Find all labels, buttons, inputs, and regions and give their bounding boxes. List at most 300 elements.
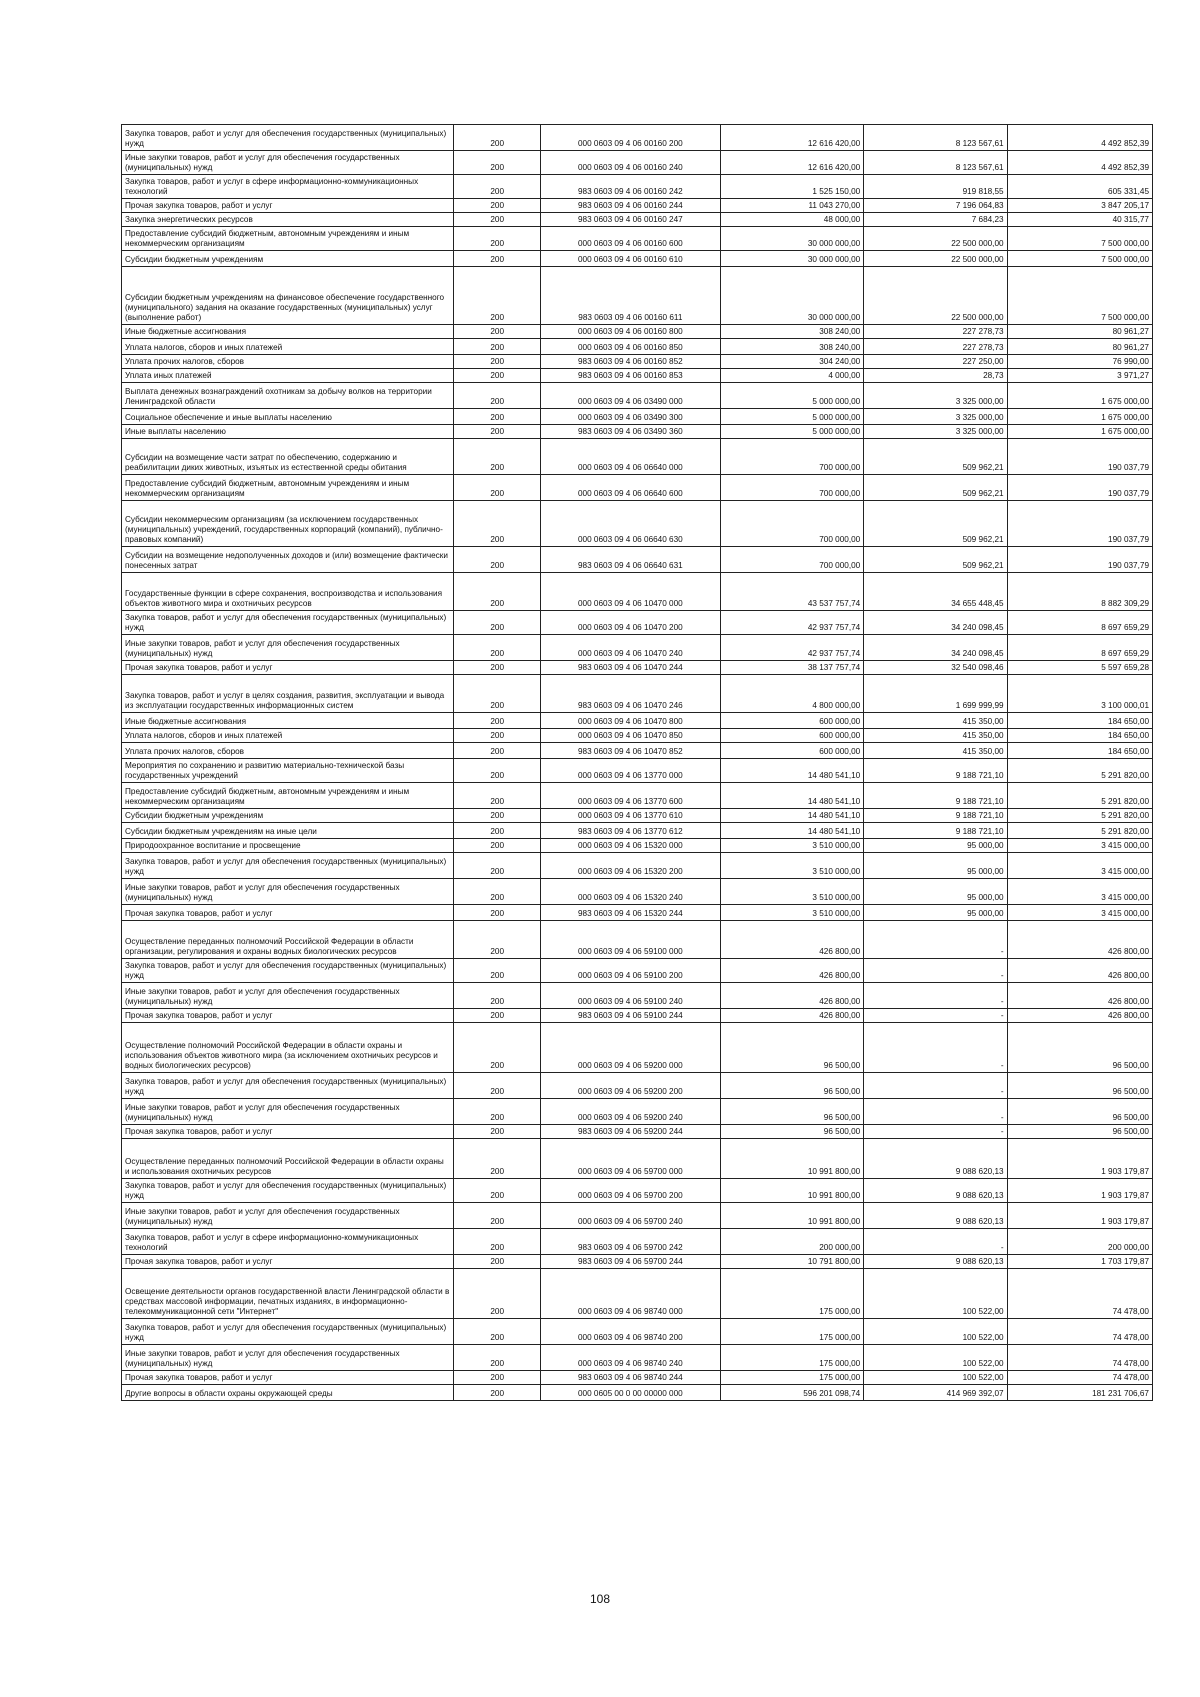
row-approved: 596 201 098,74 bbox=[720, 1385, 863, 1401]
row-unexecuted: 96 500,00 bbox=[1007, 1099, 1152, 1125]
row-classification: 000 0603 09 4 06 10470 240 bbox=[540, 635, 720, 661]
table-row bbox=[122, 1385, 1153, 1401]
row-unexecuted: 426 800,00 bbox=[1007, 959, 1152, 983]
row-executed: 509 962,21 bbox=[864, 501, 1007, 547]
row-approved: 48 000,00 bbox=[720, 213, 863, 227]
row-executed: - bbox=[864, 1229, 1007, 1255]
row-approved: 600 000,00 bbox=[720, 713, 863, 729]
table-row bbox=[122, 501, 1153, 547]
row-code: 200 bbox=[454, 1023, 540, 1073]
row-executed: 22 500 000,00 bbox=[864, 267, 1007, 325]
row-code: 200 bbox=[454, 713, 540, 729]
row-name: Субсидии бюджетным учреждениям bbox=[122, 251, 454, 267]
table-row bbox=[122, 905, 1153, 921]
row-code: 200 bbox=[454, 759, 540, 783]
row-executed: 509 962,21 bbox=[864, 475, 1007, 501]
row-classification: 000 0603 09 4 06 13770 000 bbox=[540, 759, 720, 783]
row-name: Закупка товаров, работ и услуг для обеспечения государственных (муниципальных) нужд bbox=[122, 853, 454, 879]
row-classification: 000 0603 09 4 06 06640 600 bbox=[540, 475, 720, 501]
row-code: 200 bbox=[454, 1345, 540, 1371]
row-approved: 3 510 000,00 bbox=[720, 853, 863, 879]
row-code: 200 bbox=[454, 809, 540, 823]
row-unexecuted: 3 415 000,00 bbox=[1007, 839, 1152, 853]
row-executed: 415 350,00 bbox=[864, 729, 1007, 743]
table-row bbox=[122, 439, 1153, 475]
row-name: Уплата прочих налогов, сборов bbox=[122, 743, 454, 759]
row-classification: 983 0603 09 4 06 13770 612 bbox=[540, 823, 720, 839]
row-code: 200 bbox=[454, 369, 540, 383]
row-unexecuted: 96 500,00 bbox=[1007, 1125, 1152, 1139]
row-unexecuted: 1 675 000,00 bbox=[1007, 383, 1152, 409]
table-row bbox=[122, 879, 1153, 905]
row-classification: 983 0603 09 4 06 00160 247 bbox=[540, 213, 720, 227]
row-name: Уплата налогов, сборов и иных платежей bbox=[122, 339, 454, 355]
row-approved: 175 000,00 bbox=[720, 1345, 863, 1371]
row-executed: 95 000,00 bbox=[864, 879, 1007, 905]
row-unexecuted: 74 478,00 bbox=[1007, 1319, 1152, 1345]
row-unexecuted: 190 037,79 bbox=[1007, 547, 1152, 573]
row-name: Закупка товаров, работ и услуг в сфере информационно-коммуникационных технологий bbox=[122, 175, 454, 199]
row-executed: 509 962,21 bbox=[864, 547, 1007, 573]
row-classification: 983 0603 09 4 06 00160 242 bbox=[540, 175, 720, 199]
row-code: 200 bbox=[454, 661, 540, 675]
row-executed: 9 188 721,10 bbox=[864, 809, 1007, 823]
table-row bbox=[122, 151, 1153, 175]
row-approved: 42 937 757,74 bbox=[720, 635, 863, 661]
row-code: 200 bbox=[454, 251, 540, 267]
row-code: 200 bbox=[454, 1229, 540, 1255]
row-executed: - bbox=[864, 1073, 1007, 1099]
row-approved: 700 000,00 bbox=[720, 547, 863, 573]
row-executed: - bbox=[864, 1009, 1007, 1023]
row-approved: 12 616 420,00 bbox=[720, 125, 863, 151]
row-unexecuted: 8 697 659,29 bbox=[1007, 635, 1152, 661]
row-executed: 22 500 000,00 bbox=[864, 251, 1007, 267]
row-classification: 000 0603 09 4 06 00160 850 bbox=[540, 339, 720, 355]
row-name: Другие вопросы в области охраны окружающей среды bbox=[122, 1385, 454, 1401]
row-code: 200 bbox=[454, 839, 540, 853]
row-classification: 000 0603 09 4 06 00160 800 bbox=[540, 325, 720, 339]
row-name: Осуществление переданных полномочий Российской Федерации в области охраны и использования охотничьих ресурсов bbox=[122, 1139, 454, 1179]
row-name: Закупка энергетических ресурсов bbox=[122, 213, 454, 227]
row-unexecuted: 40 315,77 bbox=[1007, 213, 1152, 227]
row-executed: 227 250,00 bbox=[864, 355, 1007, 369]
table-row bbox=[122, 759, 1153, 783]
table-row bbox=[122, 1345, 1153, 1371]
row-approved: 3 510 000,00 bbox=[720, 839, 863, 853]
row-executed: - bbox=[864, 1099, 1007, 1125]
table-row bbox=[122, 175, 1153, 199]
row-classification: 983 0603 09 4 06 15320 244 bbox=[540, 905, 720, 921]
row-approved: 5 000 000,00 bbox=[720, 383, 863, 409]
row-executed: 7 684,23 bbox=[864, 213, 1007, 227]
row-classification: 983 0603 09 4 06 98740 244 bbox=[540, 1371, 720, 1385]
row-code: 200 bbox=[454, 905, 540, 921]
table-row bbox=[122, 325, 1153, 339]
row-classification: 000 0603 09 4 06 10470 850 bbox=[540, 729, 720, 743]
row-approved: 43 537 757,74 bbox=[720, 573, 863, 611]
row-approved: 700 000,00 bbox=[720, 439, 863, 475]
row-unexecuted: 190 037,79 bbox=[1007, 475, 1152, 501]
row-name: Выплата денежных вознаграждений охотникам за добычу волков на территории Ленинградской области bbox=[122, 383, 454, 409]
row-classification: 983 0603 09 4 06 06640 631 bbox=[540, 547, 720, 573]
row-approved: 3 510 000,00 bbox=[720, 905, 863, 921]
row-executed: 100 522,00 bbox=[864, 1371, 1007, 1385]
row-approved: 30 000 000,00 bbox=[720, 227, 863, 251]
row-unexecuted: 1 903 179,87 bbox=[1007, 1203, 1152, 1229]
row-approved: 175 000,00 bbox=[720, 1371, 863, 1385]
table-row bbox=[122, 743, 1153, 759]
row-approved: 10 991 800,00 bbox=[720, 1203, 863, 1229]
row-approved: 4 000,00 bbox=[720, 369, 863, 383]
row-approved: 14 480 541,10 bbox=[720, 759, 863, 783]
row-name: Закупка товаров, работ и услуг для обеспечения государственных (муниципальных) нужд bbox=[122, 959, 454, 983]
row-unexecuted: 1 903 179,87 bbox=[1007, 1179, 1152, 1203]
row-code: 200 bbox=[454, 1385, 540, 1401]
row-executed: 9 188 721,10 bbox=[864, 823, 1007, 839]
table-row bbox=[122, 1125, 1153, 1139]
row-name: Прочая закупка товаров, работ и услуг bbox=[122, 1125, 454, 1139]
row-classification: 000 0603 09 4 06 15320 240 bbox=[540, 879, 720, 905]
row-unexecuted: 426 800,00 bbox=[1007, 983, 1152, 1009]
table-row bbox=[122, 213, 1153, 227]
row-approved: 14 480 541,10 bbox=[720, 783, 863, 809]
row-code: 200 bbox=[454, 151, 540, 175]
row-unexecuted: 7 500 000,00 bbox=[1007, 267, 1152, 325]
row-unexecuted: 96 500,00 bbox=[1007, 1023, 1152, 1073]
row-name: Уплата налогов, сборов и иных платежей bbox=[122, 729, 454, 743]
row-code: 200 bbox=[454, 611, 540, 635]
row-name: Субсидии бюджетным учреждениям на финансовое обеспечение государственного (муниципального) задания на оказание государственных (муниципальных) услуг (выполнение работ) bbox=[122, 267, 454, 325]
row-code: 200 bbox=[454, 501, 540, 547]
row-approved: 10 991 800,00 bbox=[720, 1179, 863, 1203]
row-executed: 28,73 bbox=[864, 369, 1007, 383]
table-row bbox=[122, 809, 1153, 823]
row-approved: 96 500,00 bbox=[720, 1099, 863, 1125]
row-executed: - bbox=[864, 921, 1007, 959]
row-code: 200 bbox=[454, 959, 540, 983]
row-name: Уплата иных платежей bbox=[122, 369, 454, 383]
page-number: 108 bbox=[589, 1592, 611, 1606]
table-row bbox=[122, 713, 1153, 729]
row-classification: 000 0603 09 4 06 10470 800 bbox=[540, 713, 720, 729]
row-name: Иные закупки товаров, работ и услуг для обеспечения государственных (муниципальных) нужд bbox=[122, 1345, 454, 1371]
table-row bbox=[122, 1009, 1153, 1023]
row-unexecuted: 5 291 820,00 bbox=[1007, 783, 1152, 809]
table-row bbox=[122, 369, 1153, 383]
row-executed: 414 969 392,07 bbox=[864, 1385, 1007, 1401]
row-approved: 600 000,00 bbox=[720, 729, 863, 743]
table-row bbox=[122, 1269, 1153, 1319]
row-approved: 5 000 000,00 bbox=[720, 409, 863, 425]
row-approved: 1 525 150,00 bbox=[720, 175, 863, 199]
row-name: Прочая закупка товаров, работ и услуг bbox=[122, 1009, 454, 1023]
row-approved: 42 937 757,74 bbox=[720, 611, 863, 635]
row-name: Субсидии бюджетным учреждениям на иные цели bbox=[122, 823, 454, 839]
row-unexecuted: 1 903 179,87 bbox=[1007, 1139, 1152, 1179]
row-classification: 000 0603 09 4 06 59200 000 bbox=[540, 1023, 720, 1073]
table-row bbox=[122, 823, 1153, 839]
row-name: Предоставление субсидий бюджетным, автономным учреждениям и иным некоммерческим организациям bbox=[122, 227, 454, 251]
row-classification: 983 0603 09 4 06 10470 246 bbox=[540, 675, 720, 713]
row-classification: 000 0603 09 4 06 15320 200 bbox=[540, 853, 720, 879]
row-name: Закупка товаров, работ и услуг для обеспечения государственных (муниципальных) нужд bbox=[122, 611, 454, 635]
row-unexecuted: 190 037,79 bbox=[1007, 439, 1152, 475]
row-approved: 426 800,00 bbox=[720, 1009, 863, 1023]
row-classification: 983 0603 09 4 06 59700 242 bbox=[540, 1229, 720, 1255]
table-row bbox=[122, 383, 1153, 409]
row-approved: 175 000,00 bbox=[720, 1269, 863, 1319]
row-executed: 9 088 620,13 bbox=[864, 1179, 1007, 1203]
row-code: 200 bbox=[454, 339, 540, 355]
row-unexecuted: 426 800,00 bbox=[1007, 921, 1152, 959]
row-approved: 10 791 800,00 bbox=[720, 1255, 863, 1269]
row-classification: 000 0603 09 4 06 98740 000 bbox=[540, 1269, 720, 1319]
row-classification: 000 0603 09 4 06 03490 000 bbox=[540, 383, 720, 409]
row-name: Закупка товаров, работ и услуг для обеспечения государственных (муниципальных) нужд bbox=[122, 1319, 454, 1345]
row-approved: 600 000,00 bbox=[720, 743, 863, 759]
row-approved: 700 000,00 bbox=[720, 475, 863, 501]
row-unexecuted: 181 231 706,67 bbox=[1007, 1385, 1152, 1401]
row-unexecuted: 190 037,79 bbox=[1007, 501, 1152, 547]
row-approved: 30 000 000,00 bbox=[720, 251, 863, 267]
table-row bbox=[122, 1203, 1153, 1229]
row-classification: 000 0605 00 0 00 00000 000 bbox=[540, 1385, 720, 1401]
row-approved: 38 137 757,74 bbox=[720, 661, 863, 675]
row-approved: 96 500,00 bbox=[720, 1023, 863, 1073]
table-row bbox=[122, 839, 1153, 853]
row-approved: 30 000 000,00 bbox=[720, 267, 863, 325]
row-unexecuted: 1 703 179,87 bbox=[1007, 1255, 1152, 1269]
row-classification: 983 0603 09 4 06 10470 852 bbox=[540, 743, 720, 759]
row-name: Закупка товаров, работ и услуг для обеспечения государственных (муниципальных) нужд bbox=[122, 1179, 454, 1203]
row-name: Уплата прочих налогов, сборов bbox=[122, 355, 454, 369]
row-executed: 95 000,00 bbox=[864, 853, 1007, 879]
table-row bbox=[122, 661, 1153, 675]
row-classification: 983 0603 09 4 06 59200 244 bbox=[540, 1125, 720, 1139]
table-row bbox=[122, 1179, 1153, 1203]
row-code: 200 bbox=[454, 355, 540, 369]
row-classification: 983 0603 09 4 06 00160 244 bbox=[540, 199, 720, 213]
table-row bbox=[122, 921, 1153, 959]
row-approved: 10 991 800,00 bbox=[720, 1139, 863, 1179]
row-classification: 983 0603 09 4 06 03490 360 bbox=[540, 425, 720, 439]
table-row bbox=[122, 475, 1153, 501]
row-code: 200 bbox=[454, 635, 540, 661]
table-row bbox=[122, 1023, 1153, 1073]
row-classification: 000 0603 09 4 06 10470 200 bbox=[540, 611, 720, 635]
row-executed: 100 522,00 bbox=[864, 1269, 1007, 1319]
row-unexecuted: 184 650,00 bbox=[1007, 743, 1152, 759]
row-classification: 000 0603 09 4 06 13770 610 bbox=[540, 809, 720, 823]
row-name: Мероприятия по сохранению и развитию материально-технической базы государственных учреждений bbox=[122, 759, 454, 783]
table-row bbox=[122, 227, 1153, 251]
table-row bbox=[122, 425, 1153, 439]
table-row bbox=[122, 1255, 1153, 1269]
row-unexecuted: 74 478,00 bbox=[1007, 1371, 1152, 1385]
row-unexecuted: 4 492 852,39 bbox=[1007, 151, 1152, 175]
row-executed: 100 522,00 bbox=[864, 1319, 1007, 1345]
row-executed: 3 325 000,00 bbox=[864, 409, 1007, 425]
row-unexecuted: 3 415 000,00 bbox=[1007, 905, 1152, 921]
row-executed: 919 818,55 bbox=[864, 175, 1007, 199]
row-executed: 9 188 721,10 bbox=[864, 759, 1007, 783]
row-executed: 95 000,00 bbox=[864, 905, 1007, 921]
row-name: Осуществление полномочий Российской Федерации в области охраны и использования объектов животного мира (за исключением охотничьих ресурсов и водных биологических ресурсов) bbox=[122, 1023, 454, 1073]
row-classification: 000 0603 09 4 06 00160 610 bbox=[540, 251, 720, 267]
row-code: 200 bbox=[454, 199, 540, 213]
row-unexecuted: 7 500 000,00 bbox=[1007, 251, 1152, 267]
row-classification: 000 0603 09 4 06 98740 200 bbox=[540, 1319, 720, 1345]
row-name: Осуществление переданных полномочий Российской Федерации в области организации, регулирования и охраны водных биологических ресурсов bbox=[122, 921, 454, 959]
row-executed: 227 278,73 bbox=[864, 325, 1007, 339]
row-name: Иные бюджетные ассигнования bbox=[122, 325, 454, 339]
row-unexecuted: 1 675 000,00 bbox=[1007, 425, 1152, 439]
row-unexecuted: 5 291 820,00 bbox=[1007, 759, 1152, 783]
table-row bbox=[122, 1139, 1153, 1179]
row-approved: 426 800,00 bbox=[720, 921, 863, 959]
row-classification: 000 0603 09 4 06 59200 200 bbox=[540, 1073, 720, 1099]
row-executed: 7 196 064,83 bbox=[864, 199, 1007, 213]
row-approved: 96 500,00 bbox=[720, 1073, 863, 1099]
table-row bbox=[122, 547, 1153, 573]
row-approved: 4 800 000,00 bbox=[720, 675, 863, 713]
row-code: 200 bbox=[454, 879, 540, 905]
row-approved: 5 000 000,00 bbox=[720, 425, 863, 439]
row-approved: 96 500,00 bbox=[720, 1125, 863, 1139]
row-code: 200 bbox=[454, 743, 540, 759]
row-code: 200 bbox=[454, 439, 540, 475]
row-approved: 426 800,00 bbox=[720, 959, 863, 983]
table-row bbox=[122, 783, 1153, 809]
row-approved: 200 000,00 bbox=[720, 1229, 863, 1255]
row-approved: 308 240,00 bbox=[720, 339, 863, 355]
row-code: 200 bbox=[454, 175, 540, 199]
row-approved: 700 000,00 bbox=[720, 501, 863, 547]
row-name: Иные закупки товаров, работ и услуг для обеспечения государственных (муниципальных) нужд bbox=[122, 1099, 454, 1125]
row-executed: 9 088 620,13 bbox=[864, 1203, 1007, 1229]
row-executed: 3 325 000,00 bbox=[864, 425, 1007, 439]
table-row bbox=[122, 199, 1153, 213]
row-executed: - bbox=[864, 1125, 1007, 1139]
row-executed: 509 962,21 bbox=[864, 439, 1007, 475]
row-approved: 14 480 541,10 bbox=[720, 809, 863, 823]
row-name: Прочая закупка товаров, работ и услуг bbox=[122, 1371, 454, 1385]
table-row bbox=[122, 125, 1153, 151]
row-name: Иные закупки товаров, работ и услуг для обеспечения государственных (муниципальных) нужд bbox=[122, 983, 454, 1009]
row-classification: 983 0603 09 4 06 59100 244 bbox=[540, 1009, 720, 1023]
row-name: Иные выплаты населению bbox=[122, 425, 454, 439]
row-executed: 8 123 567,61 bbox=[864, 151, 1007, 175]
table-row bbox=[122, 729, 1153, 743]
table-row bbox=[122, 267, 1153, 325]
row-code: 200 bbox=[454, 547, 540, 573]
row-unexecuted: 80 961,27 bbox=[1007, 325, 1152, 339]
row-name: Субсидии бюджетным учреждениям bbox=[122, 809, 454, 823]
row-unexecuted: 426 800,00 bbox=[1007, 1009, 1152, 1023]
table-row bbox=[122, 959, 1153, 983]
row-unexecuted: 74 478,00 bbox=[1007, 1269, 1152, 1319]
row-unexecuted: 8 697 659,29 bbox=[1007, 611, 1152, 635]
row-unexecuted: 605 331,45 bbox=[1007, 175, 1152, 199]
row-executed: 9 088 620,13 bbox=[864, 1139, 1007, 1179]
row-executed: 9 188 721,10 bbox=[864, 783, 1007, 809]
table-row bbox=[122, 1099, 1153, 1125]
row-code: 200 bbox=[454, 1009, 540, 1023]
row-name: Природоохранное воспитание и просвещение bbox=[122, 839, 454, 853]
row-classification: 000 0603 09 4 06 59700 200 bbox=[540, 1179, 720, 1203]
row-approved: 304 240,00 bbox=[720, 355, 863, 369]
row-classification: 000 0603 09 4 06 00160 200 bbox=[540, 125, 720, 151]
row-classification: 983 0603 09 4 06 00160 853 bbox=[540, 369, 720, 383]
row-code: 200 bbox=[454, 267, 540, 325]
row-classification: 000 0603 09 4 06 59700 000 bbox=[540, 1139, 720, 1179]
row-classification: 000 0603 09 4 06 00160 600 bbox=[540, 227, 720, 251]
row-name: Прочая закупка товаров, работ и услуг bbox=[122, 905, 454, 921]
row-name: Прочая закупка товаров, работ и услуг bbox=[122, 1255, 454, 1269]
row-code: 200 bbox=[454, 729, 540, 743]
row-executed: 100 522,00 bbox=[864, 1345, 1007, 1371]
row-executed: 415 350,00 bbox=[864, 743, 1007, 759]
table-row bbox=[122, 853, 1153, 879]
row-code: 200 bbox=[454, 125, 540, 151]
row-name: Иные закупки товаров, работ и услуг для обеспечения государственных (муниципальных) нужд bbox=[122, 879, 454, 905]
row-approved: 308 240,00 bbox=[720, 325, 863, 339]
row-executed: 34 240 098,45 bbox=[864, 635, 1007, 661]
row-name: Освещение деятельности органов государственной власти Ленинградской области в средствах массовой информации, печатных изданиях, в информационно-телекоммуникационной сети "Интернет" bbox=[122, 1269, 454, 1319]
table-row bbox=[122, 339, 1153, 355]
budget-table-body bbox=[122, 125, 1153, 1401]
row-executed: 9 088 620,13 bbox=[864, 1255, 1007, 1269]
budget-execution-table bbox=[121, 124, 1153, 1401]
row-classification: 000 0603 09 4 06 00160 240 bbox=[540, 151, 720, 175]
row-executed: 1 699 999,99 bbox=[864, 675, 1007, 713]
row-executed: 3 325 000,00 bbox=[864, 383, 1007, 409]
row-unexecuted: 1 675 000,00 bbox=[1007, 409, 1152, 425]
row-executed: 34 240 098,45 bbox=[864, 611, 1007, 635]
row-classification: 000 0603 09 4 06 59200 240 bbox=[540, 1099, 720, 1125]
table-row bbox=[122, 983, 1153, 1009]
row-approved: 14 480 541,10 bbox=[720, 823, 863, 839]
row-unexecuted: 80 961,27 bbox=[1007, 339, 1152, 355]
row-executed: - bbox=[864, 1023, 1007, 1073]
row-classification: 000 0603 09 4 06 10470 000 bbox=[540, 573, 720, 611]
row-unexecuted: 3 100 000,01 bbox=[1007, 675, 1152, 713]
row-name: Иные закупки товаров, работ и услуг для обеспечения государственных (муниципальных) нужд bbox=[122, 151, 454, 175]
row-name: Прочая закупка товаров, работ и услуг bbox=[122, 199, 454, 213]
row-unexecuted: 4 492 852,39 bbox=[1007, 125, 1152, 151]
table-row bbox=[122, 1319, 1153, 1345]
row-code: 200 bbox=[454, 983, 540, 1009]
row-approved: 3 510 000,00 bbox=[720, 879, 863, 905]
row-code: 200 bbox=[454, 1203, 540, 1229]
row-name: Закупка товаров, работ и услуг для обеспечения государственных (муниципальных) нужд bbox=[122, 125, 454, 151]
table-row bbox=[122, 1229, 1153, 1255]
row-name: Социальное обеспечение и иные выплаты населению bbox=[122, 409, 454, 425]
row-name: Закупка товаров, работ и услуг в целях создания, развития, эксплуатации и вывода из эксплуатации государственных информационных систем bbox=[122, 675, 454, 713]
row-code: 200 bbox=[454, 1139, 540, 1179]
table-row bbox=[122, 355, 1153, 369]
table-row bbox=[122, 611, 1153, 635]
row-executed: 8 123 567,61 bbox=[864, 125, 1007, 151]
row-code: 200 bbox=[454, 425, 540, 439]
row-name: Прочая закупка товаров, работ и услуг bbox=[122, 661, 454, 675]
row-unexecuted: 3 415 000,00 bbox=[1007, 879, 1152, 905]
row-classification: 000 0603 09 4 06 98740 240 bbox=[540, 1345, 720, 1371]
row-code: 200 bbox=[454, 1073, 540, 1099]
row-unexecuted: 7 500 000,00 bbox=[1007, 227, 1152, 251]
row-classification: 000 0603 09 4 06 59100 240 bbox=[540, 983, 720, 1009]
